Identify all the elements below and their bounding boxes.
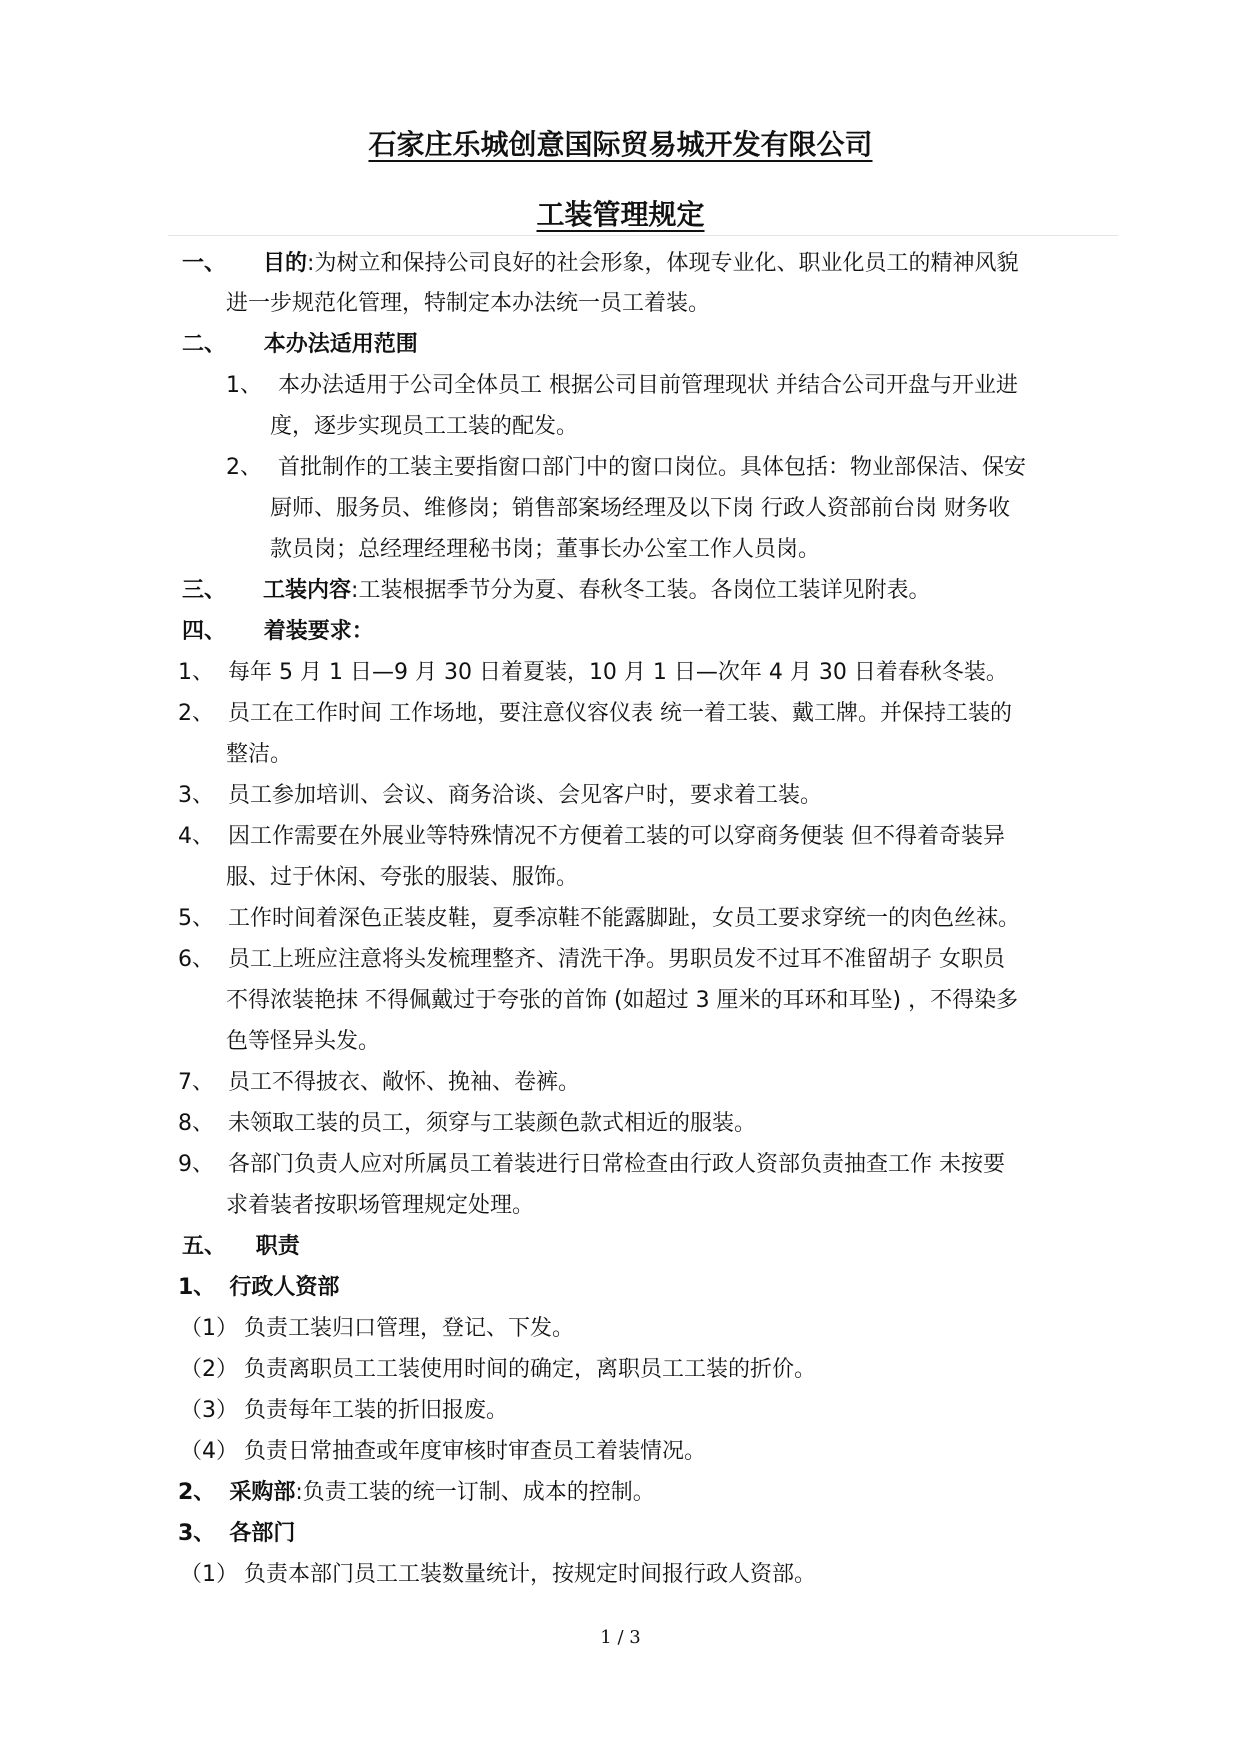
requirement-6 [178, 945, 1005, 975]
section-4-label: 着装要求： [263, 619, 374, 644]
requirement-5 [178, 904, 1020, 934]
item-text: 员工在工作时间 工作场地，要注意仪容仪表 统一着工装、戴工牌。并保持工装的 [228, 701, 1012, 726]
item-number: 3、 [178, 783, 214, 808]
header-divider [168, 235, 1118, 236]
document-subtitle: 工装管理规定 [536, 198, 705, 231]
section-3-label: 工装内容 [263, 578, 352, 603]
item-text: 首批制作的工装主要指窗口部门中的窗口岗位。具体包括：物业部保洁、保安 [278, 455, 1027, 480]
section-1-heading [182, 249, 1018, 279]
duty-1-heading [178, 1273, 339, 1303]
duty-2-label: 采购部 [229, 1480, 296, 1505]
requirement-7 [178, 1068, 580, 1098]
item-text: 负责每年工装的折旧报废。 [244, 1398, 509, 1423]
duty-1-item-2 [180, 1355, 816, 1385]
item-number: 2、 [226, 455, 262, 480]
item-number: （1） [180, 1316, 238, 1341]
item-text: 每年 5 月 1 日—9 月 30 日着夏装，10 月 1 日—次年 4 月 30 日着春秋冬装。 [228, 660, 1008, 685]
item-number: 8、 [178, 1111, 214, 1136]
section-2-label: 本办法适用范围 [263, 332, 418, 357]
duty-1-number: 1、 [178, 1275, 216, 1300]
section-2-item-1 [226, 371, 1018, 401]
document-title: 石家庄乐城创意国际贸易城开发有限公司 [368, 128, 873, 161]
requirement-9-cont: 求着装者按职场管理规定处理。 [226, 1193, 535, 1218]
duty-2-text: :负责工装的统一订制、成本的控制。 [295, 1480, 655, 1505]
item-text: 因工作需要在外展业等特殊情况不方便着工装的可以穿商务便装 但不得着奇装异 [228, 824, 1005, 849]
item-number: 6、 [178, 947, 214, 972]
section-1-label: 目的 [263, 251, 308, 276]
section-2-heading [182, 330, 418, 360]
duty-2-number: 2、 [178, 1480, 216, 1505]
duty-1-item-3 [180, 1396, 508, 1426]
item-text: 各部门负责人应对所属员工着装进行日常检查由行政人资部负责抽查工作 未按要 [228, 1152, 1005, 1177]
section-4-heading [182, 617, 374, 647]
item-number: （4） [180, 1439, 238, 1464]
requirement-6-cont-2: 色等怪异头发。 [226, 1029, 381, 1054]
item-text: 员工不得披衣、敞怀、挽袖、卷裤。 [228, 1070, 581, 1095]
page-number: 1 / 3 [600, 1627, 641, 1648]
duty-1-item-4 [180, 1437, 706, 1467]
section-4-number: 四、 [182, 619, 227, 644]
item-text: 员工上班应注意将头发梳理整齐、清洗干净。男职员发不过耳不准留胡子 女职员 [228, 947, 1005, 972]
item-number: 1、 [226, 373, 262, 398]
requirement-1 [178, 658, 1008, 688]
requirement-6-cont-1: 不得浓装艳抹 不得佩戴过于夸张的首饰 (如超过 3 厘米的耳环和耳坠) ，不得染多 [226, 988, 1019, 1013]
item-number: 9、 [178, 1152, 214, 1177]
section-5-number: 五、 [182, 1234, 227, 1259]
item-number: 5、 [178, 906, 214, 931]
item-text: 本办法适用于公司全体员工 根据公司目前管理现状 并结合公司开盘与开业进 [278, 373, 1018, 398]
section-2-number: 二、 [182, 332, 227, 357]
duty-3-heading [178, 1519, 295, 1549]
item-text: 未领取工装的员工，须穿与工装颜色款式相近的服装。 [228, 1111, 757, 1136]
requirement-3 [178, 781, 822, 811]
requirement-4-cont: 服、过于休闲、夸张的服装、服饰。 [226, 865, 579, 890]
duty-1-label: 行政人资部 [229, 1275, 340, 1300]
item-number: 7、 [178, 1070, 214, 1095]
section-5-heading [182, 1232, 300, 1262]
requirement-9 [178, 1150, 1005, 1180]
section-3-number: 三、 [182, 578, 227, 603]
duty-3-label: 各部门 [229, 1521, 296, 1546]
item-text: 负责工装归口管理，登记、下发。 [244, 1316, 575, 1341]
requirement-8 [178, 1109, 756, 1139]
duty-1-item-1 [180, 1314, 574, 1344]
duty-2 [178, 1478, 655, 1508]
section-2-item-2-cont-1: 厨师、服务员、维修岗；销售部案场经理及以下岗 行政人资部前台岗 财务收 [270, 496, 1010, 521]
section-2-item-2 [226, 453, 1026, 483]
duty-3-number: 3、 [178, 1521, 216, 1546]
item-number: 1、 [178, 660, 214, 685]
item-number: 2、 [178, 701, 214, 726]
section-3-heading [182, 576, 930, 606]
item-text: 负责本部门员工工装数量统计，按规定时间报行政人资部。 [244, 1562, 817, 1587]
item-text: 负责日常抽查或年度审核时审查员工着装情况。 [244, 1439, 707, 1464]
item-text: 工作时间着深色正装皮鞋，夏季凉鞋不能露脚趾，女员工要求穿统一的肉色丝袜。 [228, 906, 1021, 931]
requirement-2 [178, 699, 1012, 729]
item-number: （2） [180, 1357, 238, 1382]
section-2-item-2-cont-2: 款员岗；总经理经理秘书岗；董事长办公室工作人员岗。 [270, 537, 821, 562]
section-1-number: 一、 [182, 251, 227, 276]
section-3-text: :工装根据季节分为夏、春秋冬工装。各岗位工装详见附表。 [351, 578, 931, 603]
item-number: 4、 [178, 824, 214, 849]
duty-3-item-1 [180, 1560, 816, 1590]
requirement-2-cont: 整洁。 [226, 742, 293, 767]
section-1-text: :为树立和保持公司良好的社会形象，体现专业化、职业化员工的精神风貌 [307, 251, 1019, 276]
item-text: 负责离职员工工装使用时间的确定，离职员工工装的折价。 [244, 1357, 817, 1382]
section-1-continuation: 进一步规范化管理，特制定本办法统一员工着装。 [226, 291, 711, 316]
item-number: （3） [180, 1398, 238, 1423]
item-text: 员工参加培训、会议、商务洽谈、会见客户时，要求着工装。 [228, 783, 823, 808]
section-5-label: 职责 [255, 1234, 300, 1259]
requirement-4 [178, 822, 1005, 852]
item-number: （1） [180, 1562, 238, 1587]
section-2-item-1-cont: 度，逐步实现员工工装的配发。 [270, 414, 579, 439]
